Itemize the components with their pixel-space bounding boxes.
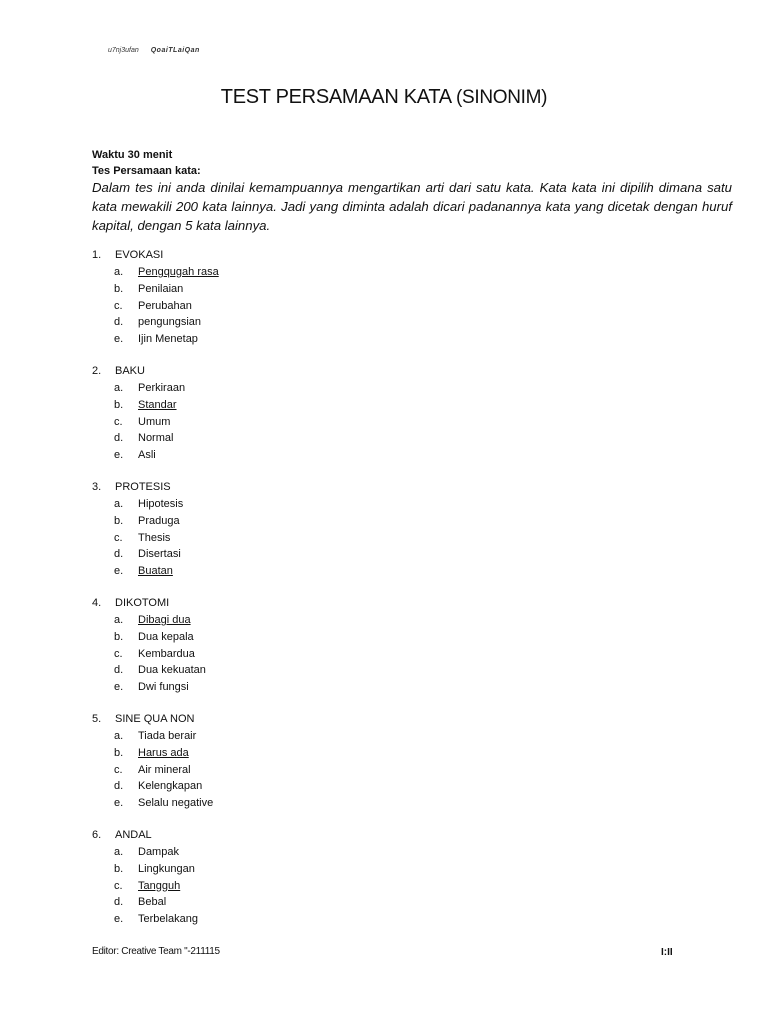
question-header [92, 479, 692, 496]
option-text: Air mineral [138, 763, 191, 776]
option-letter: a. [114, 729, 124, 742]
option-letter: b. [114, 514, 124, 527]
option-text-correct: Harus ada [138, 746, 189, 759]
question-item [92, 827, 692, 928]
option-list [114, 844, 692, 928]
answer-option [114, 281, 692, 298]
option-text-correct: Buatan [138, 565, 173, 578]
option-letter: d. [114, 432, 124, 445]
question-header [92, 363, 692, 380]
option-letter: b. [114, 398, 124, 411]
option-letter: a. [114, 845, 124, 858]
option-text: pengungsian [138, 316, 202, 329]
option-letter: b. [114, 282, 124, 295]
answer-option [114, 430, 692, 447]
header-mark: QoaiTLaiQan [150, 47, 200, 54]
page-title [0, 86, 768, 109]
option-letter: e. [114, 797, 124, 810]
question-item [92, 479, 692, 580]
option-text: Kelengkapan [138, 780, 203, 793]
option-list [114, 496, 692, 580]
answer-option [114, 380, 692, 397]
question-header [92, 247, 692, 264]
answer-option [114, 629, 692, 646]
title-sub: (SINONIM) [455, 87, 548, 108]
option-letter: d. [114, 664, 124, 677]
question-item [92, 247, 692, 348]
option-letter: a. [114, 497, 124, 510]
option-text: Asli [138, 449, 156, 462]
option-text: Disertasi [138, 548, 181, 561]
answer-option [114, 662, 692, 679]
option-letter: e. [114, 913, 124, 926]
answer-option [114, 762, 692, 779]
option-text: Lingkungan [138, 862, 195, 875]
option-text: Normal [138, 432, 174, 445]
option-list [114, 264, 692, 348]
option-letter: b. [114, 630, 124, 643]
answer-option [114, 612, 692, 629]
footer-page-number: I:II [661, 947, 673, 958]
option-text: Ijin Menetap [138, 333, 198, 346]
question-header [92, 595, 692, 612]
option-text: Tiada berair [138, 729, 197, 742]
question-item [92, 595, 692, 696]
header-note [108, 47, 200, 54]
test-meta [92, 147, 201, 179]
answer-option [114, 546, 692, 563]
option-text-correct: Pengqugah rasa [138, 266, 219, 278]
option-letter: c. [114, 415, 123, 428]
answer-option [114, 795, 692, 812]
option-letter: a. [114, 613, 124, 626]
question-word: EVOKASI [115, 249, 164, 261]
option-letter: d. [114, 548, 124, 561]
option-list [114, 612, 692, 696]
option-letter: e. [114, 681, 124, 694]
option-text: Selalu negative [138, 797, 214, 810]
question-word: ANDAL [115, 828, 152, 841]
question-item [92, 711, 692, 812]
question-word: BAKU [115, 364, 145, 377]
answer-option [114, 878, 692, 895]
option-letter: c. [114, 879, 123, 892]
answer-option [114, 911, 692, 928]
answer-option [114, 513, 692, 530]
option-letter: e. [114, 333, 124, 346]
question-number: 1. [92, 249, 102, 261]
answer-option [114, 496, 692, 513]
option-text: Bebal [138, 896, 167, 909]
section-label: Tes Persamaan kata: [92, 165, 201, 177]
question-number: 5. [92, 712, 102, 725]
option-text: Dua kepala [138, 630, 194, 643]
answer-option [114, 331, 692, 348]
footer-editor: Editor: Creative Team "-211115 [92, 946, 220, 957]
option-text-correct: Standar [138, 398, 177, 411]
option-text: Thesis [138, 531, 171, 544]
option-letter: d. [114, 780, 124, 793]
question-word: DIKOTOMI [115, 596, 170, 609]
question-header [92, 827, 692, 844]
option-text: Terbelakang [138, 913, 198, 926]
answer-option [114, 264, 692, 281]
answer-option [114, 728, 692, 745]
option-letter: e. [114, 449, 124, 462]
option-letter: d. [114, 896, 124, 909]
answer-option [114, 778, 692, 795]
answer-option [114, 447, 692, 464]
question-number: 4. [92, 596, 102, 609]
answer-option [114, 563, 692, 580]
answer-option [114, 314, 692, 331]
option-letter: b. [114, 862, 124, 875]
option-text: Kembardua [138, 647, 195, 660]
option-letter: d. [114, 316, 124, 329]
answer-option [114, 298, 692, 315]
option-letter: b. [114, 746, 124, 759]
option-letter: a. [114, 266, 124, 278]
option-text: Umum [138, 415, 171, 428]
answer-option [114, 530, 692, 547]
answer-option [114, 861, 692, 878]
answer-option [114, 844, 692, 861]
option-list [114, 380, 692, 464]
option-text: Dua kekuatan [138, 664, 206, 677]
option-text: Perkiraan [138, 381, 186, 394]
question-word: PROTESIS [115, 480, 171, 493]
question-header [92, 711, 692, 728]
title-main: TEST PERSAMAAN KATA [220, 86, 451, 108]
option-text-correct: Dibagi dua [138, 613, 191, 626]
option-list [114, 728, 692, 812]
option-letter: e. [114, 565, 124, 578]
option-text: Penilaian [138, 282, 184, 295]
option-text: Praduga [138, 514, 180, 527]
option-text-correct: Tangguh [138, 879, 181, 892]
option-text: Dwi fungsi [138, 681, 189, 694]
question-word: SINE QUA NON [115, 712, 195, 725]
option-letter: a. [114, 381, 124, 394]
time-limit: Waktu 30 menit [92, 149, 173, 161]
question-number: 6. [92, 828, 102, 841]
instructions-paragraph: Dalam tes ini anda dinilai kemampuannya mengartikan arti dari satu kata. Kata kata ini dipilih dimana satu kata mewakili 200 kata lainnya. Jadi yang diminta adalah dicari padanannya kata yang dicetak dengan huruf kapital, dengan 5 kata lainnya. [92, 180, 732, 233]
question-number: 2. [92, 364, 102, 377]
option-letter: c. [114, 647, 123, 660]
option-text: Perubahan [138, 299, 192, 312]
header-note-text: u7nj3ufan [108, 47, 139, 54]
answer-option [114, 894, 692, 911]
question-item [92, 363, 692, 464]
question-number: 3. [92, 480, 102, 493]
option-letter: c. [114, 531, 123, 544]
answer-option [114, 745, 692, 762]
option-letter: c. [114, 299, 123, 312]
answer-option [114, 646, 692, 663]
option-text: Dampak [138, 845, 179, 858]
answer-option [114, 679, 692, 696]
answer-option [114, 397, 692, 414]
option-letter: c. [114, 763, 123, 776]
option-text: Hipotesis [138, 497, 184, 510]
question-list [92, 247, 692, 943]
answer-option [114, 414, 692, 431]
